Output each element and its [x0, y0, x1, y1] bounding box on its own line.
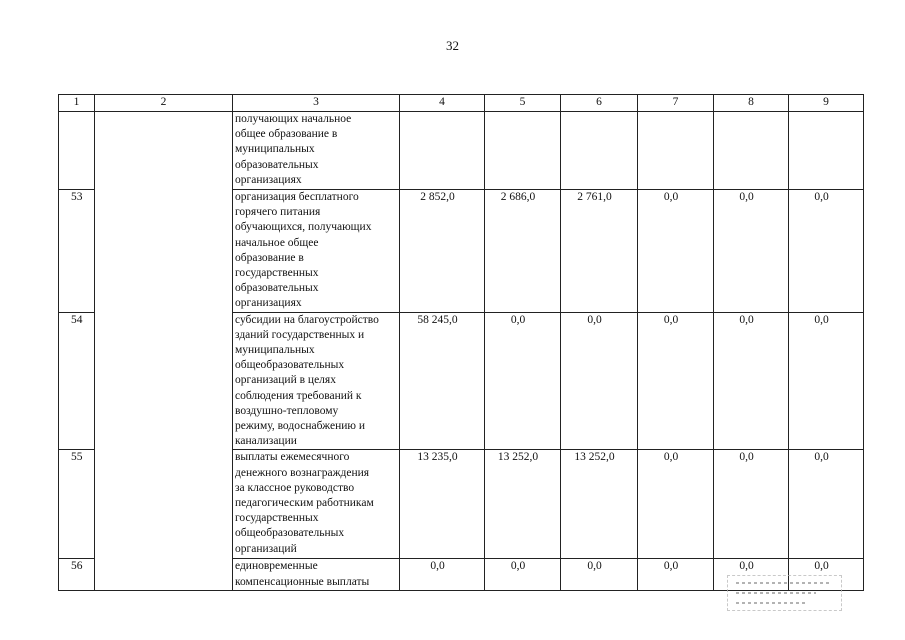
table-row — [59, 112, 864, 190]
faded-stamp — [727, 575, 842, 611]
row-description-cell: единовременные компенсационные выплаты — [233, 559, 400, 591]
header-cell: 4 — [400, 95, 485, 112]
header-cell: 1 — [59, 95, 95, 112]
stamp-line — [736, 592, 816, 594]
value-cell: 0,0 — [714, 450, 789, 559]
value-cell: 13 235,0 — [400, 450, 485, 559]
row-number-cell: 54 — [59, 312, 95, 450]
row-number-cell: 55 — [59, 450, 95, 559]
column-2-cell — [95, 112, 233, 591]
stamp-line — [736, 602, 806, 604]
budget-table — [58, 94, 864, 591]
header-cell: 6 — [561, 95, 638, 112]
row-description-cell: получающих начальное общее образование в муниципальных образовательных организациях — [233, 112, 400, 190]
row-description-cell: организация бесплатного горячего питания обучающихся, получающих начальное общее образование в государственных образовательных организациях — [233, 190, 400, 313]
value-cell: 2 852,0 — [400, 190, 485, 313]
value-cell: 2 686,0 — [485, 190, 561, 313]
header-cell: 7 — [638, 95, 714, 112]
stamp-line — [736, 582, 831, 584]
row-description-cell: субсидии на благоустройство зданий государственных и муниципальных общеобразовательных организаций в целях соблюдения требований к воздушно-тепловому режиму, водоснабжению и канализации — [233, 312, 400, 450]
value-cell: 0,0 — [789, 190, 864, 313]
value-cell: 0,0 — [561, 559, 638, 591]
value-cell: 13 252,0 — [485, 450, 561, 559]
header-cell: 9 — [789, 95, 864, 112]
value-cell — [400, 112, 485, 190]
row-description-cell: выплаты ежемесячного денежного вознаграждения за классное руководство педагогическим работникам государственных общеобразовательных организаций — [233, 450, 400, 559]
header-cell: 8 — [714, 95, 789, 112]
value-cell: 0,0 — [561, 312, 638, 450]
value-cell: 0,0 — [485, 559, 561, 591]
value-cell: 0,0 — [789, 312, 864, 450]
header-cell: 5 — [485, 95, 561, 112]
value-cell: 13 252,0 — [561, 450, 638, 559]
value-cell: 0,0 — [638, 450, 714, 559]
value-cell: 0,0 — [638, 312, 714, 450]
row-number-cell — [59, 112, 95, 190]
value-cell — [638, 112, 714, 190]
value-cell: 0,0 — [638, 559, 714, 591]
header-cell: 3 — [233, 95, 400, 112]
value-cell — [561, 112, 638, 190]
row-number-cell: 56 — [59, 559, 95, 591]
row-number-cell: 53 — [59, 190, 95, 313]
value-cell: 0,0 — [485, 312, 561, 450]
value-cell: 0,0 — [400, 559, 485, 591]
table-header-row — [59, 95, 864, 112]
value-cell: 0,0 — [638, 190, 714, 313]
page-number: 32 — [446, 38, 459, 53]
value-cell: 2 761,0 — [561, 190, 638, 313]
value-cell: 0,0 — [789, 559, 864, 591]
value-cell: 0,0 — [714, 190, 789, 313]
value-cell: 58 245,0 — [400, 312, 485, 450]
value-cell — [789, 112, 864, 190]
value-cell — [714, 112, 789, 190]
value-cell: 0,0 — [714, 559, 789, 591]
header-cell: 2 — [95, 95, 233, 112]
value-cell — [485, 112, 561, 190]
value-cell: 0,0 — [714, 312, 789, 450]
value-cell: 0,0 — [789, 450, 864, 559]
